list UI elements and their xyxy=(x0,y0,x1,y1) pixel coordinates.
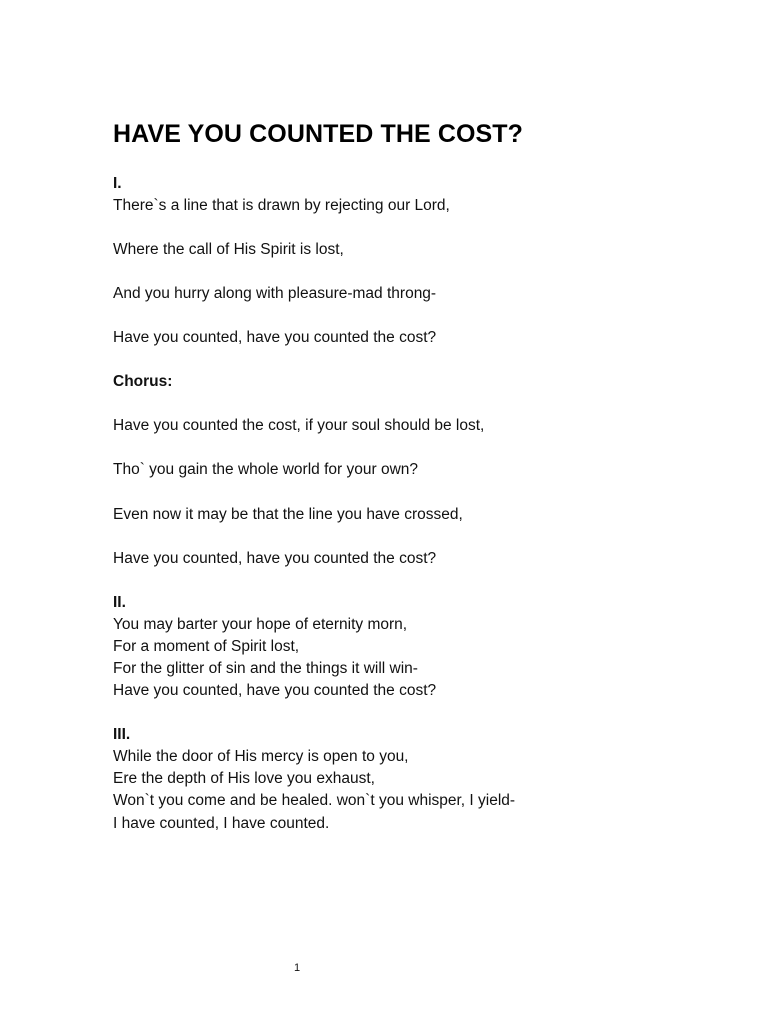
chorus-line-3: Even now it may be that the line you have crossed, xyxy=(113,506,463,523)
verse-3-line-1: While the door of His mercy is open to you, xyxy=(113,748,409,765)
page-number: 1 xyxy=(294,962,301,974)
verse-1-line-4: Have you counted, have you counted the cost? xyxy=(113,329,437,346)
verse-2-line-3: For the glitter of sin and the things it will win- xyxy=(113,660,418,677)
verse-2-line-1: You may barter your hope of eternity morn, xyxy=(113,616,408,633)
chorus-line-2: Tho` you gain the whole world for your own? xyxy=(113,461,418,478)
verse-1-line-3: And you hurry along with pleasure-mad throng- xyxy=(113,285,437,302)
verse-1-line-1: There`s a line that is drawn by rejecting our Lord, xyxy=(113,197,450,214)
chorus-label: Chorus: xyxy=(113,373,173,390)
verse-2-line-4: Have you counted, have you counted the cost? xyxy=(113,682,437,699)
verse-1-label: I. xyxy=(113,175,122,192)
chorus-line-1: Have you counted the cost, if your soul should be lost, xyxy=(113,417,485,434)
verse-2-label: II. xyxy=(113,594,126,611)
verse-3-line-2: Ere the depth of His love you exhaust, xyxy=(113,770,375,787)
document-title: HAVE YOU COUNTED THE COST? xyxy=(113,120,524,148)
verse-3-line-3: Won`t you come and be healed. won`t you whisper, I yield- xyxy=(113,792,516,809)
chorus-line-4: Have you counted, have you counted the cost? xyxy=(113,550,437,567)
verse-1-line-2: Where the call of His Spirit is lost, xyxy=(113,241,344,258)
verse-3-line-4: I have counted, I have counted. xyxy=(113,815,330,832)
verse-2-line-2: For a moment of Spirit lost, xyxy=(113,638,300,655)
verse-3-label: III. xyxy=(113,726,131,743)
